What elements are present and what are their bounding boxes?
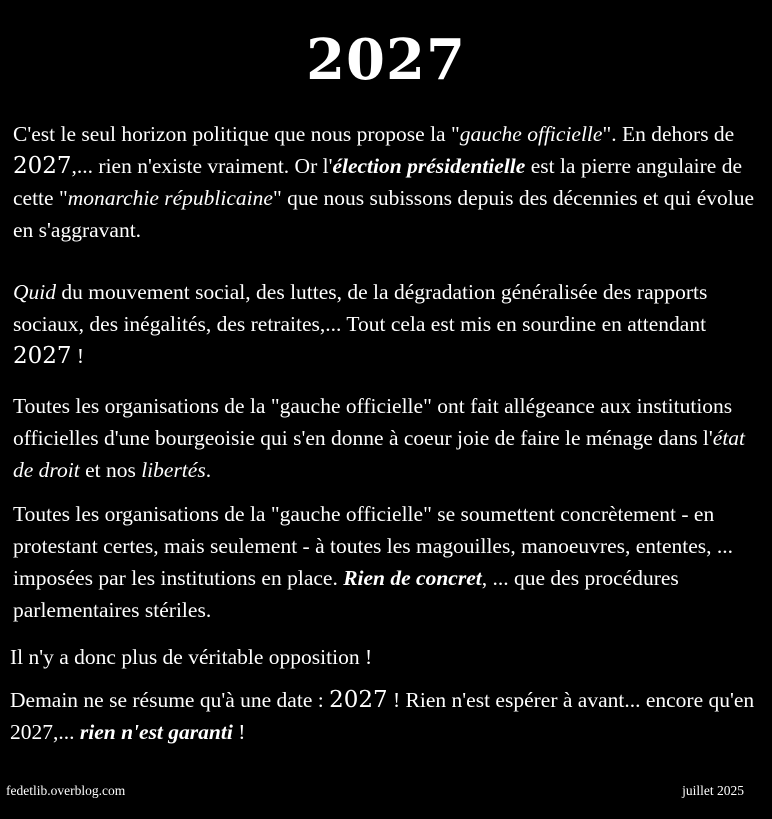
paragraph-6: Demain ne se résume qu'à une date : 2027 ! Rien n'est espérer à avant... encore qu'en 2027,... rien n'est garanti !: [10, 687, 755, 744]
paragraph-1: C'est le seul horizon politique que nous propose la "gauche officielle". En dehors de 2027,... rien n'existe vraiment. Or l'élection présidentielle est la pierre angulaire de cette "monarchie républicaine" que nous subissons depuis des décennies et qui évolue en s'aggravant.: [13, 122, 755, 242]
page-title: 2027: [306, 27, 466, 93]
paragraph-4: Toutes les organisations de la "gauche officielle" se soumettent concrètement - en protestant certes, mais seulement - à toutes les magouilles, manoeuvres, ententes, ... imposées par les institutions en place. Rien de concret, ... que des procédures parlementaires stériles.: [13, 502, 734, 622]
footer-site: fedetlib.overblog.com: [6, 783, 126, 798]
paragraph-2: Quid du mouvement social, des luttes, de la dégradation généralisée des rapports sociaux, des inégalités, des retraites,... Tout cela est mis en sourdine en attendant 2027 !: [13, 280, 708, 369]
footer-date: juillet 2025: [682, 783, 744, 798]
paragraph-3: Toutes les organisations de la "gauche officielle" ont fait allégeance aux institutions officielles d'une bourgeoisie qui s'en donne à coeur joie de faire le ménage dans l'état de droit et nos libertés.: [13, 394, 746, 482]
paragraph-5: Il n'y a donc plus de véritable opposition !: [10, 645, 373, 669]
